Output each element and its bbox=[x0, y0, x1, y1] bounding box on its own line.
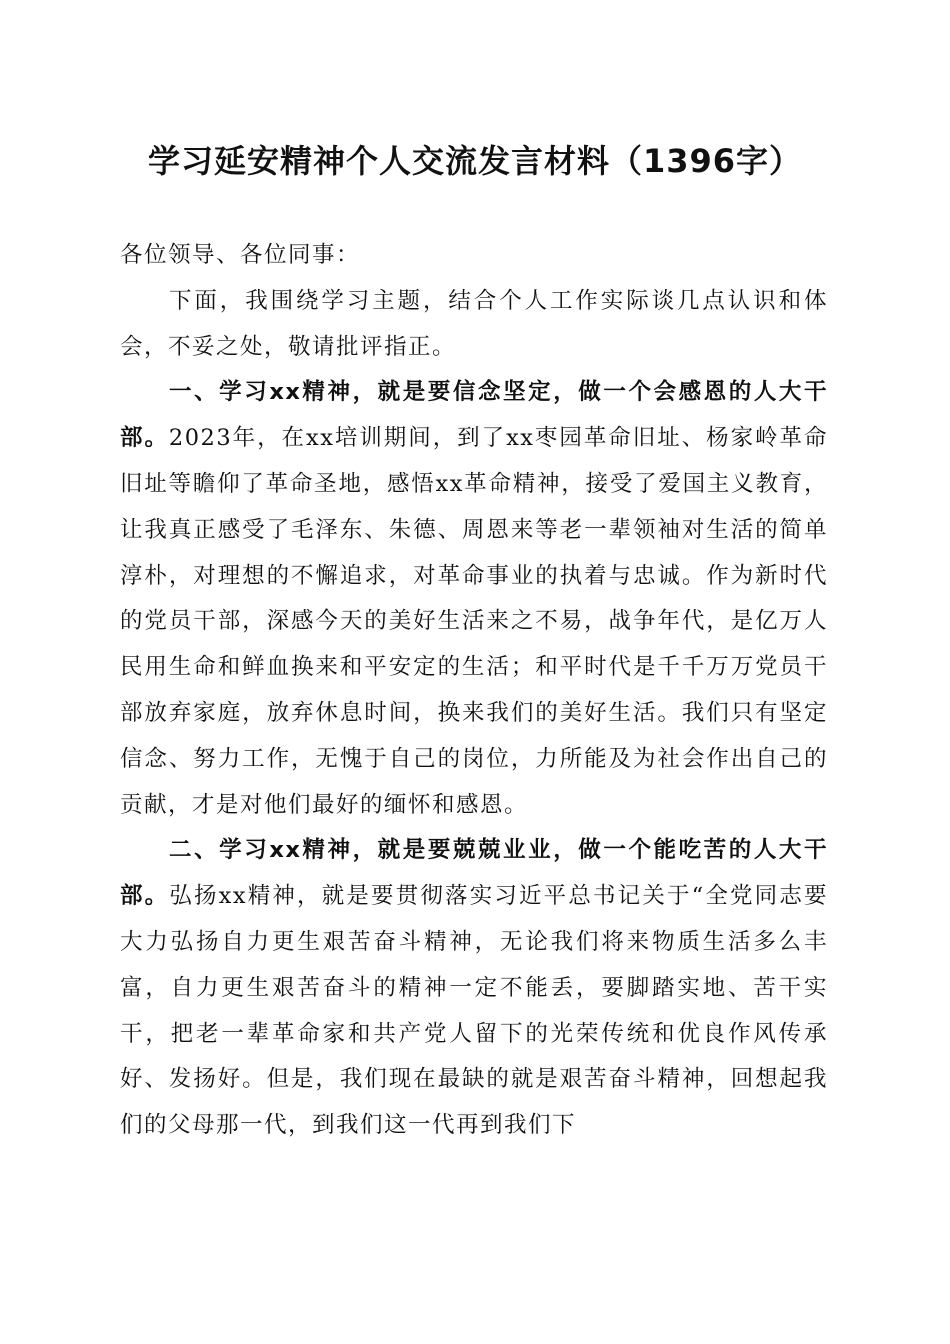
document-title: 学习延安精神个人交流发言材料（1396字） bbox=[147, 142, 803, 180]
salutation: 各位领导、各位同事： bbox=[120, 242, 361, 268]
section-2-body: 弘扬xx精神，就是要贯彻落实习近平总书记关于“全党同志要大力弘扬自力更生艰苦奋斗精神，无论我们将来物质生活多么丰富，自力更生艰苦奋斗的精神一定不能丢，要脚踏实地、苦干实干，把老一辈革命家和共产党人留下的光荣传统和优良作风传承好、发扬好。但是，我们现在最缺的就是艰苦奋斗精神，回想起我们的父母那一代，到我们这一代再到我们下 bbox=[120, 883, 828, 1139]
section-1-heading: 一、学习xx精神，就是要信念坚定，做一个会感恩的人大干部。 bbox=[120, 379, 828, 452]
document-body bbox=[120, 233, 828, 1149]
section-2-heading: 二、学习xx精神，就是要兢兢业业，做一个能吃苦的人大干部。 bbox=[120, 837, 828, 910]
section-2-paragraph bbox=[120, 828, 828, 1149]
intro-paragraph: 下面，我围绕学习主题，结合个人工作实际谈几点认识和体会，不妥之处，敬请批评指正。 bbox=[120, 287, 828, 360]
section-1-body: 2023年，在xx培训期间，到了xx枣园革命旧址、杨家岭革命旧址等瞻仰了革命圣地，感悟xx革命精神，接受了爱国主义教育，让我真正感受了毛泽东、朱德、周恩来等老一辈领袖对生活的简单淳朴，对理想的不懈追求，对革命事业的执着与忠诚。作为新时代的党员干部，深感今天的美好生活来之不易，战争年代，是亿万人民用生命和鲜血换来和平安定的生活；和平时代是千千万万党员干部放弃家庭，放弃休息时间，换来我们的美好生活。我们只有坚定信念、努力工作，无愧于自己的岗位，力所能及为社会作出自己的贡献，才是对他们最好的缅怀和感恩。 bbox=[120, 425, 828, 818]
section-1-paragraph bbox=[120, 370, 828, 828]
